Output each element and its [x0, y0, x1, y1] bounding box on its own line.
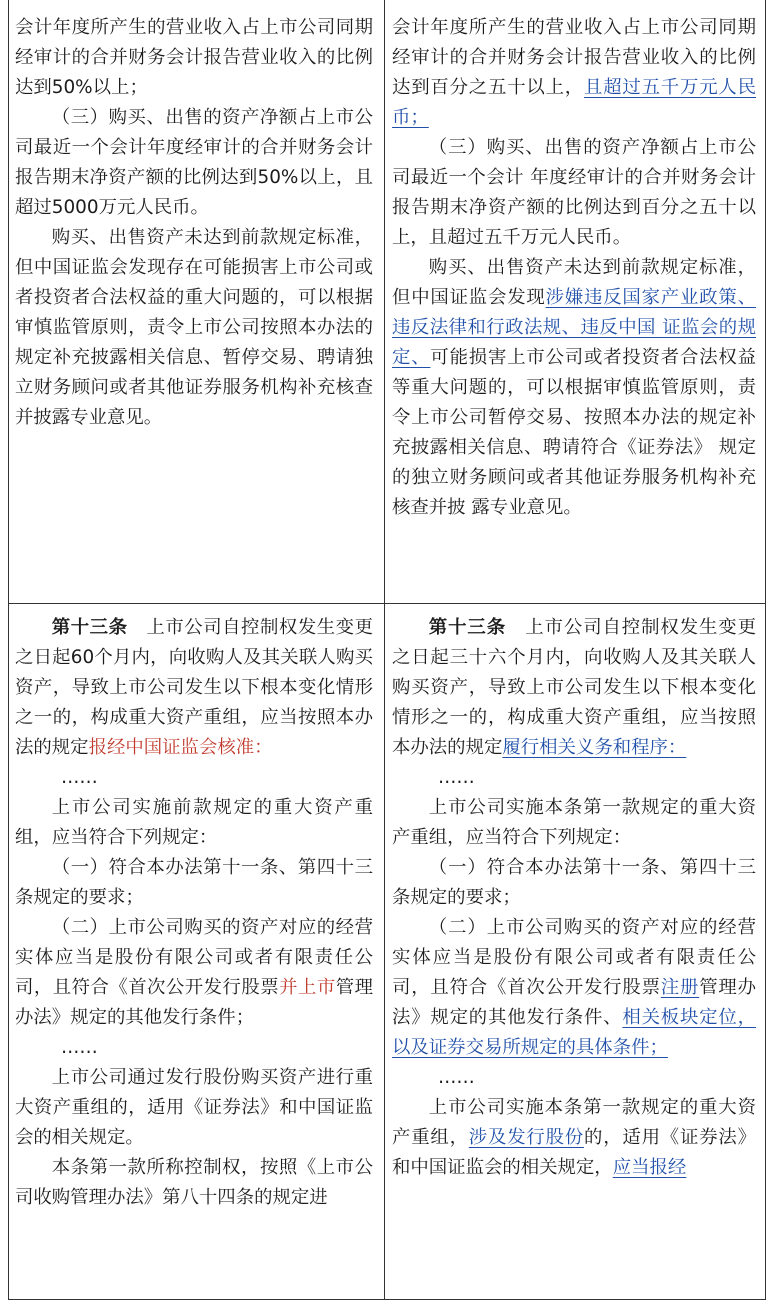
deleted-text: 并上市	[279, 977, 336, 998]
paragraph	[392, 253, 756, 523]
text: 上市公司自控制权发生变更之日起60个月内，向收购人及其关联人购买资产，导致上市公司发生以下根本变化情形之一的，构成重大资产重组，应当按照本办法的规定	[15, 617, 373, 758]
ellipsis: ……	[61, 767, 98, 788]
text: 可能损害上市公司或者投资者合法权益等重大问题的，可以根据审慎监管原则，责令上市公司暂停交易、按照本办法的规定补充披露相关信息、聘请符合《证券法》 规定的独立财务顾问或者其他证券服务机构补充核查并披 露专业意见。	[392, 347, 756, 518]
column-divider	[384, 0, 385, 1299]
article-number: 第十三条	[51, 617, 128, 638]
amended-text: 涉嫌违反国家产业政策、违反法律和行政法规、违反中国 证监会的规定、	[392, 287, 756, 368]
cell-new-rule-top	[392, 13, 756, 603]
paragraph: （一）符合本办法第十一条、第四十三条规定的要求；	[392, 857, 756, 908]
paragraph: 会计年度所产生的营业收入占上市公司同期经审计的合并财务会计报告营业收入的比例达到50%以上；	[15, 17, 373, 98]
paragraph: （三）购买、出售的资产净额占上市公司最近一个会计 年度经审计的合并财务会计报告期末净资产额的比例达到百分之五十以上，且超过五千万元人民币。	[392, 137, 756, 248]
paragraph	[392, 613, 756, 763]
paragraph: 购买、出售资产未达到前款规定标准，但中国证监会发现存在可能损害上市公司或者投资者合法权益的重大问题的，可以根据审慎监管原则，责令上市公司按照本办法的规定补充披露相关信息、暂停交易、聘请独立财务顾问或者其他证券服务机构补充核查并披露专业意见。	[15, 227, 373, 428]
ellipsis: ……	[61, 1037, 98, 1058]
paragraph	[392, 913, 756, 1063]
cell-new-rule-article-13	[392, 613, 756, 1300]
row-divider	[9, 603, 765, 604]
paragraph	[15, 613, 373, 763]
text: （二）上市公司购买的资产对应的经营实体应当是股份有限公司或者有限责任公司，且符合《首次公开发行股票	[392, 917, 756, 998]
amended-text: 注册	[660, 977, 700, 998]
amended-text: 相关板块定位，以及证券交易所规定的具体条件；	[392, 1007, 756, 1058]
article-number: 第十三条	[428, 617, 506, 638]
amended-text: 且超过五千万元人民币；	[392, 77, 756, 128]
paragraph	[392, 1093, 756, 1183]
deleted-text: 报经中国证监会核准：	[88, 737, 273, 758]
text: 的，适用《证券法》和中国证监会的相关规定，	[392, 1127, 756, 1178]
text: （二）上市公司购买的资产对应的经营实体应当是股份有限公司或者有限责任公司，且符合《首次公开发行股票	[15, 917, 373, 998]
ellipsis: ……	[438, 767, 475, 788]
amended-text: 涉及发行股份	[468, 1127, 584, 1148]
text: 管理办法》规定的其他发行条件；	[15, 977, 373, 1028]
paragraph: 上市公司实施本条第一款规定的重大资产重组，应当符合下列规定：	[392, 797, 756, 848]
text: 会计年度所产生的营业收入占上市公司同期经审计的合并财务会计报告营业收入的比例达到百分之五十以上，	[392, 17, 756, 98]
paragraph: 本条第一款所称控制权，按照《上市公司收购管理办法》第八十四条的规定进	[15, 1157, 373, 1208]
amended-text: 履行相关义务和程序：	[502, 737, 687, 758]
paragraph	[392, 13, 756, 133]
amended-text: 应当报经	[612, 1157, 687, 1178]
paragraph: （一）符合本办法第十一条、第四十三条规定的要求；	[15, 857, 373, 908]
paragraph: （三）购买、出售的资产净额占上市公司最近一个会计年度经审计的合并财务会计报告期末净资产额的比例达到50%以上，且超过5000万元人民币。	[15, 107, 373, 218]
paragraph	[15, 913, 373, 1033]
cell-old-rule-top	[15, 13, 373, 598]
text: 上市公司实施本条第一款规定的重大资产重组，	[392, 1097, 756, 1148]
text: 管理办法》规定的其他发行条件、	[392, 977, 756, 1028]
text: 购买、出售资产未达到前款规定标准，但中国证监会发现	[392, 257, 756, 308]
comparison-table	[8, 0, 766, 1300]
paragraph: 上市公司通过发行股份购买资产进行重大资产重组的，适用《证券法》和中国证监会的相关规定。	[15, 1067, 373, 1148]
text: 上市公司自控制权发生变更之日起三十六个月内，向收购人及其关联人购买资产，导致上市公司发生以下根本变化情形之一的，构成重大资产重组，应当按照本办法的规定	[392, 617, 756, 758]
paragraph: 上市公司实施前款规定的重大资产重组，应当符合下列规定：	[15, 797, 373, 848]
ellipsis: ……	[438, 1067, 475, 1088]
cell-old-rule-article-13	[15, 613, 373, 1300]
